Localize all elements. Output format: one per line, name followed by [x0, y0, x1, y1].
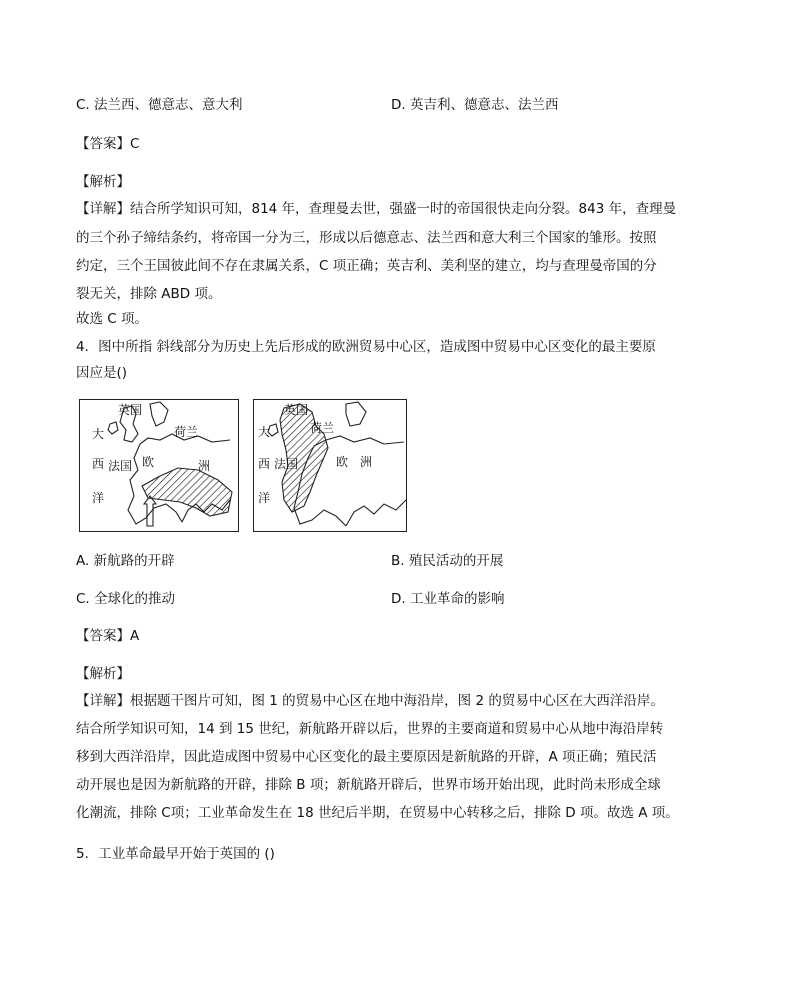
q4-option-d: D. 工业革命的影响	[391, 591, 505, 607]
map-1-label-england: 英国	[118, 403, 143, 417]
map-1-label-netherlands: 荷兰	[174, 425, 199, 439]
map-2-label-netherlands: 荷兰	[310, 421, 335, 435]
q4-analysis-line: 结合所学知识可知，14 到 15 世纪，新航路开辟以后，世界的主要商道和贸易中心从地中海沿岸转	[76, 721, 664, 737]
map-1-label-atlantic: 洋	[92, 491, 105, 505]
q3-analysis-line: 故选 C 项。	[76, 311, 149, 327]
q4-question-line: 4．图中所指 斜线部分为历史上先后形成的欧洲贸易中心区，造成图中贸易中心区变化的最主要原	[76, 339, 656, 355]
map-1-label-france: 法国	[108, 459, 133, 473]
map-2	[253, 399, 407, 532]
q4-option-c: C. 全球化的推动	[76, 591, 176, 607]
q3-option-d: D. 英吉利、德意志、法兰西	[391, 97, 559, 113]
map-1	[79, 399, 239, 532]
q4-analysis-line: 【详解】根据题干图片可知，图 1 的贸易中心区在地中海沿岸，图 2 的贸易中心区在大西洋沿岸。	[76, 693, 664, 709]
map-1-label-europe: 洲	[198, 459, 211, 473]
q4-analysis-line: 化潮流，排除 C项；工业革命发生在 18 世纪后半期，在贸易中心转移之后，排除 D 项。故选 A 项。	[76, 805, 679, 821]
q4-analysis-title: 【解析】	[76, 666, 130, 682]
map-1-label-europe: 欧	[142, 455, 155, 469]
map-2-label-england: 英国	[284, 403, 309, 417]
map-2-label-atlantic: 大	[258, 425, 271, 439]
q4-option-a: A. 新航路的开辟	[76, 553, 175, 569]
map-2-label-europe: 洲	[360, 455, 373, 469]
q4-analysis-line: 动开展也是因为新航路的开辟，排除 B 项；新航路开辟后，世界市场开始出现，此时尚未形成全球	[76, 777, 661, 793]
q3-answer: 【答案】C	[76, 136, 140, 152]
q3-analysis-title: 【解析】	[76, 174, 130, 190]
q4-option-b: B. 殖民活动的开展	[391, 553, 504, 569]
map-2-label-atlantic: 西	[258, 457, 271, 471]
map-1-label-atlantic: 西	[92, 457, 105, 471]
map-2-label-france: 法国	[274, 457, 299, 471]
q3-analysis-line: 裂无关，排除 ABD 项。	[76, 286, 222, 302]
q4-answer: 【答案】A	[76, 628, 140, 644]
q4-analysis-line: 移到大西洋沿岸，因此造成图中贸易中心区变化的最主要原因是新航路的开辟，A 项正确；殖民活	[76, 749, 657, 765]
map-1-label-atlantic: 大	[92, 427, 105, 441]
q3-option-c: C. 法兰西、德意志、意大利	[76, 97, 243, 113]
map-2-label-atlantic: 洋	[258, 491, 271, 505]
q3-analysis-line: 的三个孙子缔结条约，将帝国一分为三，形成以后德意志、法兰西和意大利三个国家的雏形。按照	[76, 230, 657, 246]
q4-question-line: 因应是()	[76, 365, 128, 381]
q3-analysis-line: 【详解】结合所学知识可知，814 年，查理曼去世，强盛一时的帝国很快走向分裂。843 年，查理曼	[76, 201, 677, 217]
map-2-label-europe: 欧	[336, 455, 349, 469]
q3-analysis-line: 约定，三个王国彼此间不存在隶属关系，C 项正确；英吉利、美利坚的建立，均与查理曼帝国的分	[76, 258, 657, 274]
q5-question: 5．工业革命最早开始于英国的 ()	[76, 846, 275, 862]
